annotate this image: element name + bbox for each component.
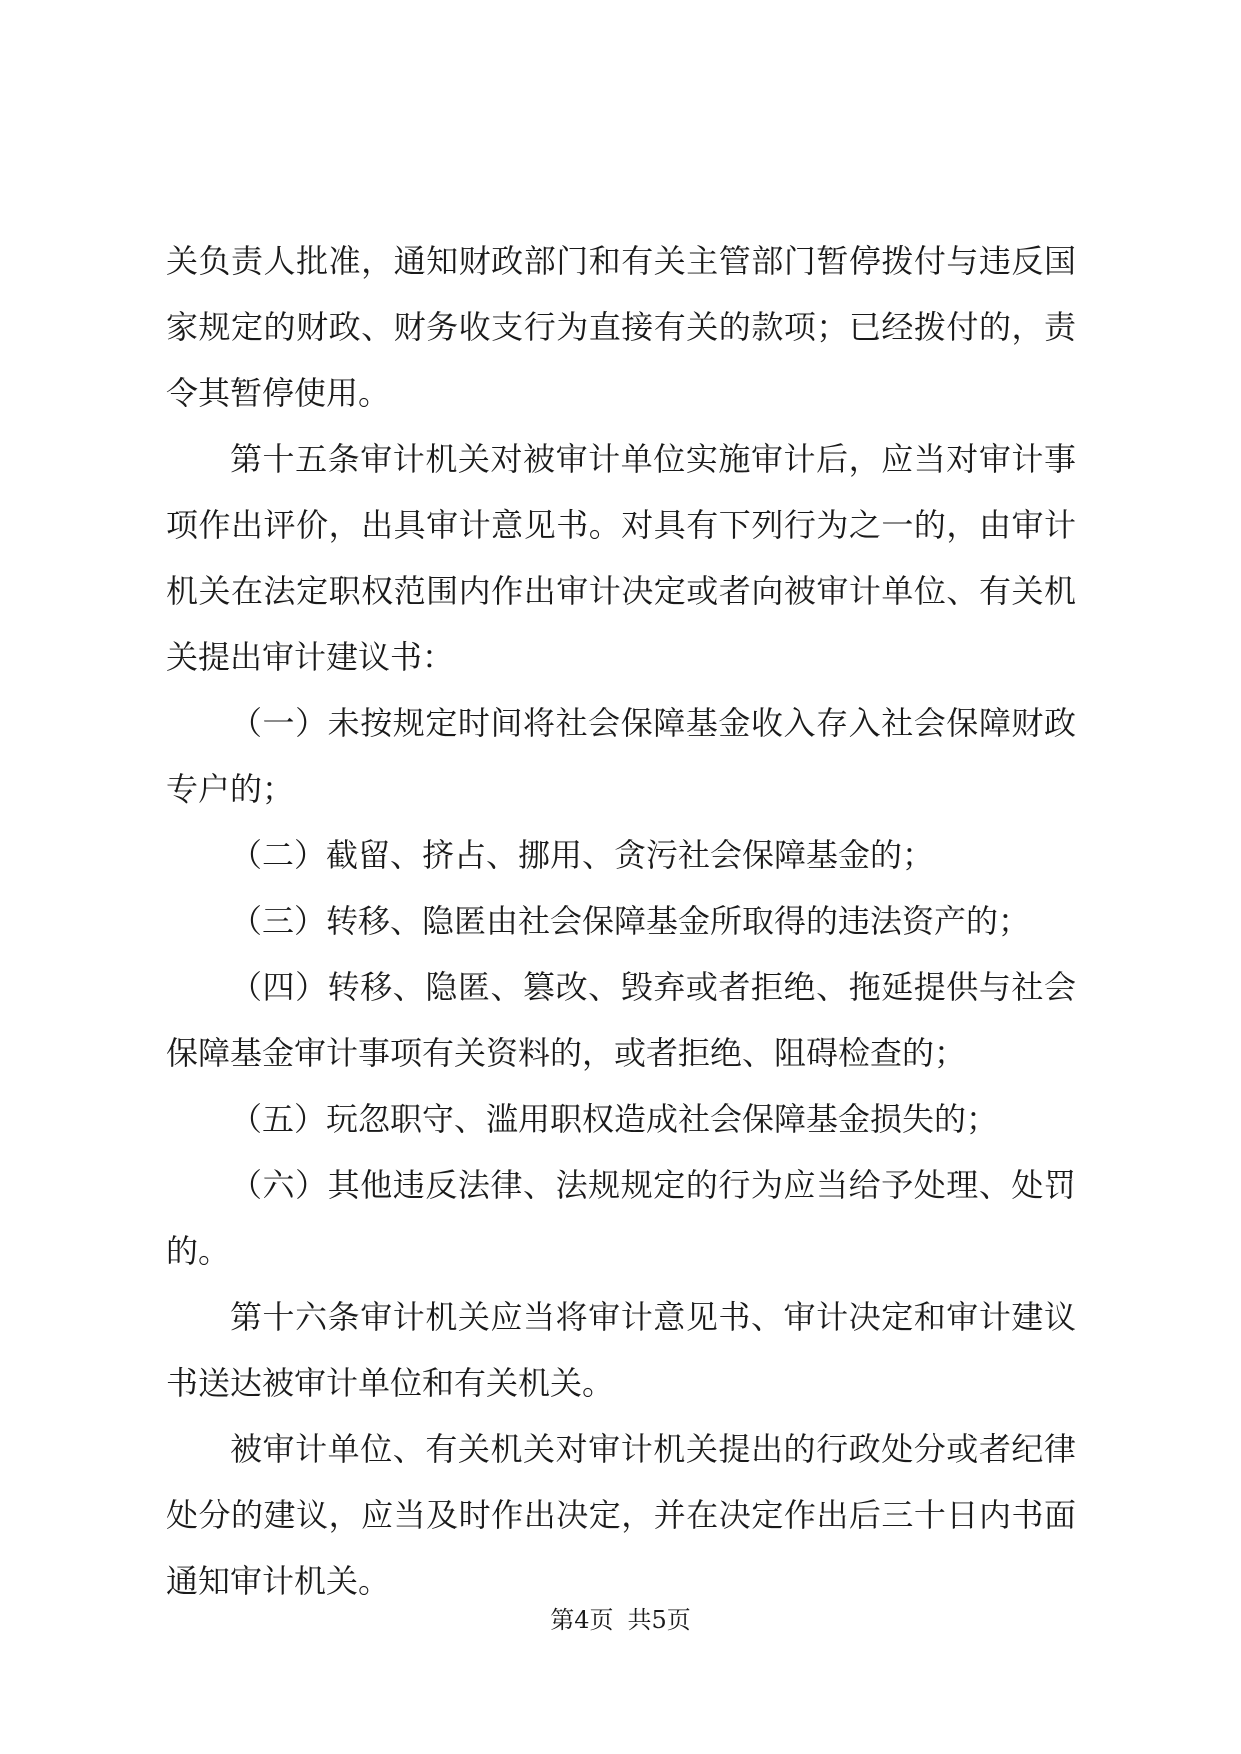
list-item-1: （一）未按规定时间将社会保障基金收入存入社会保障财政专户的； xyxy=(166,704,1076,808)
page-footer xyxy=(0,1600,1241,1635)
paragraph-article-15: 第十五条审计机关对被审计单位实施审计后，应当对审计事项作出评价，出具审计意见书。对具有下列行为之一的，由审计机关在法定职权范围内作出审计决定或者向被审计单位、有关机关提出审计建议书： xyxy=(166,440,1076,676)
list-item-6: （六）其他违反法律、法规规定的行为应当给予处理、处罚的。 xyxy=(166,1166,1076,1270)
page-total: 共5页 xyxy=(627,1606,691,1634)
paragraph-continuation: 关负责人批准，通知财政部门和有关主管部门暂停拨付与违反国家规定的财政、财务收支行为直接有关的款项；已经拨付的，责令其暂停使用。 xyxy=(166,242,1076,412)
list-item-4: （四）转移、隐匿、篡改、毁弃或者拒绝、拖延提供与社会保障基金审计事项有关资料的，或者拒绝、阻碍检查的； xyxy=(166,968,1076,1072)
paragraph-follow-up: 被审计单位、有关机关对审计机关提出的行政处分或者纪律处分的建议，应当及时作出决定，并在决定作出后三十日内书面通知审计机关。 xyxy=(166,1430,1076,1600)
list-item-3: （三）转移、隐匿由社会保障基金所取得的违法资产的； xyxy=(230,902,1031,940)
page-number: 第4页 xyxy=(550,1606,614,1634)
list-item-5: （五）玩忽职守、滥用职权造成社会保障基金损失的； xyxy=(230,1100,999,1138)
document-body xyxy=(166,228,1076,1614)
list-item-2: （二）截留、挤占、挪用、贪污社会保障基金的； xyxy=(230,836,935,874)
paragraph-article-16: 第十六条审计机关应当将审计意见书、审计决定和审计建议书送达被审计单位和有关机关。 xyxy=(166,1298,1076,1402)
